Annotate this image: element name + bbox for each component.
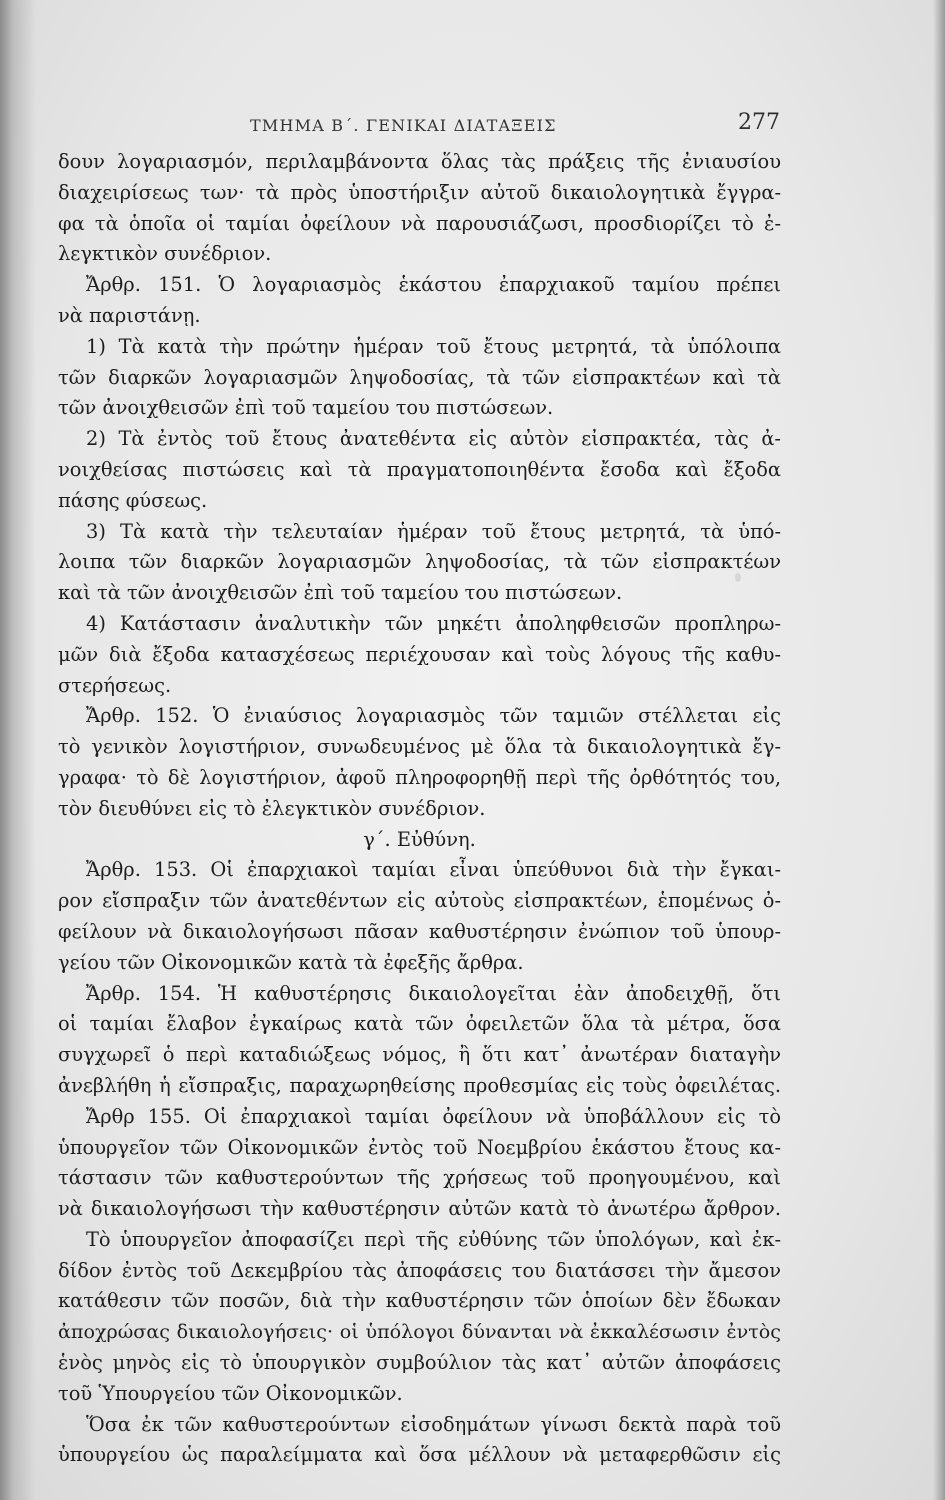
- text-line: τάστασιν τῶν καθυστερούντων τῆς χρήσεως τοῦ προηγουμένου, καὶ: [58, 1166, 781, 1190]
- text-line: ἑνὸς μηνὸς εἰς τὸ ὑπουργικὸν συμβούλιον τὰς κατ᾽ αὐτῶν ἀποφάσεις: [58, 1351, 781, 1375]
- text-line: καὶ τὰ τῶν ἀνοιχθεισῶν ἐπὶ τοῦ ταμείου του πιστώσεων.: [58, 581, 623, 605]
- text-line: στερήσεως.: [58, 673, 172, 697]
- section-title: ΤΜΗΜΑ Β΄. ΓΕΝΙΚΑΙ ΔΙΑΤΑΞΕΙΣ: [250, 116, 557, 135]
- text-line: φα τὰ ὁποῖα οἱ ταμίαι ὀφείλουν νὰ παρουσιάζωσι, προσδιορίζει τὸ ἐ-: [58, 211, 781, 235]
- text-line: τῶν διαρκῶν λογαριασμῶν ληψοδοσίας, τὰ τῶν εἰσπρακτέων καὶ τὰ: [58, 365, 781, 389]
- page-number: 277: [738, 110, 780, 135]
- text-line: συγχωρεῖ ὁ περὶ καταδιώξεως νόμος, ἢ ὅτι κατ᾽ ἀνωτέραν διαταγὴν: [58, 1043, 781, 1067]
- body-text: [58, 147, 781, 1471]
- text-line: ρον εἴσπραξιν τῶν ἀνατεθέντων εἰς αὐτοὺς εἰσπρακτέων, ἑπομένως ὀ-: [58, 889, 781, 913]
- text-line: 3) Τὰ κατὰ τὴν τελευταίαν ἡμέραν τοῦ ἔτους μετρητά, τὰ ὑπό-: [86, 519, 781, 543]
- text-line: Τὸ ὑπουργεῖον ἀποφασίζει περὶ τῆς εὐθύνης τῶν ὑπολόγων, καὶ ἐκ-: [86, 1227, 781, 1251]
- text-line: Ἄρθρ. 152. Ὁ ἐνιαύσιος λογαριασμὸς τῶν ταμιῶν στέλλεται εἰς: [86, 704, 781, 728]
- text-line: 4) Κατάστασιν ἀναλυτικὴν τῶν μηκέτι ἀποληφθεισῶν προπληρω-: [86, 611, 781, 635]
- text-line: δουν λογαριασμόν, περιλαμβάνοντα ὅλας τὰς πράξεις τῆς ἐνιαυσίου: [58, 150, 781, 173]
- text-line: νοιχθείσας πιστώσεις καὶ τὰ πραγματοποιηθέντα ἔσοδα καὶ ἔξοδα: [58, 457, 781, 481]
- text-line: τὸν διευθύνει εἰς τὸ ἐλεγκτικὸν συνέδριον.: [58, 796, 486, 820]
- text-line: Ἄρθρ 155. Οἱ ἐπαρχιακοὶ ταμίαι ὀφείλουν νὰ ὑποβάλλουν εἰς τὸ: [86, 1104, 781, 1128]
- text-line: τῶν ἀνοιχθεισῶν ἐπὶ τοῦ ταμείου του πιστώσεων.: [58, 396, 554, 420]
- text-line: ὑπουργεῖον τῶν Οἰκονομικῶν ἐντὸς τοῦ Νοεμβρίου ἑκάστου ἔτους κα-: [58, 1135, 781, 1159]
- section-heading: γ΄. Εὐθύνη.: [363, 827, 476, 851]
- text-line: λεγκτικὸν συνέδριον.: [58, 242, 272, 266]
- text-line: Ὅσα ἐκ τῶν καθυστερούντων εἰσοδημάτων γίνωσι δεκτὰ παρὰ τοῦ: [86, 1412, 781, 1436]
- text-line: λοιπα τῶν διαρκῶν λογαριασμῶν ληψοδοσίας, τὰ τῶν εἰσπρακτέων: [58, 550, 781, 574]
- text-line: νὰ δικαιολογήσωσι τὴν καθυστέρησιν αὐτῶν κατὰ τὸ ἀνωτέρω ἄρθρον.: [58, 1197, 781, 1221]
- text-line: Ἄρθρ. 154. Ἡ καθυστέρησις δικαιολογεῖται ἐὰν ἀποδειχθῇ, ὅτι: [86, 981, 781, 1005]
- text-line: φείλουν νὰ δικαιολογήσωσι πᾶσαν καθυστέρησιν ἐνώπιον τοῦ ὑπουρ-: [58, 919, 781, 943]
- text-line: τοῦ Ὑπουργείου τῶν Οἰκονομικῶν.: [58, 1381, 403, 1405]
- page-shadow-left: [0, 0, 36, 1500]
- text-line: μῶν διὰ ἔξοδα κατασχέσεως περιέχουσαν καὶ τοὺς λόγους τῆς καθυ-: [58, 642, 781, 666]
- text-line: τὸ γενικὸν λογιστήριον, συνωδευμένος μὲ ὅλα τὰ δικαιολογητικὰ ἔγ-: [58, 735, 781, 759]
- text-line: Ἄρθρ. 153. Οἱ ἐπαρχιακοὶ ταμίαι εἶναι ὑπεύθυνοι διὰ τὴν ἔγκαι-: [86, 858, 781, 882]
- text-line: 2) Τὰ ἐντὸς τοῦ ἔτους ἀνατεθέντα εἰς αὐτὸν εἰσπρακτέα, τὰς ἀ-: [86, 427, 781, 451]
- text-line: 1) Τὰ κατὰ τὴν πρώτην ἡμέραν τοῦ ἔτους μετρητά, τὰ ὑπόλοιπα: [86, 334, 781, 358]
- text-line: νὰ παριστάνῃ.: [58, 303, 201, 327]
- text-line: πάσης φύσεως.: [58, 488, 208, 512]
- text-line: οἱ ταμίαι ἔλαβον ἐγκαίρως κατὰ τῶν ὀφειλετῶν ὅλα τὰ μέτρα, ὅσα: [58, 1012, 781, 1036]
- text-line: κατάθεσιν τῶν ποσῶν, διὰ τὴν καθυστέρησιν τῶν ὁποίων δὲν ἔδωκαν: [58, 1289, 781, 1313]
- text-line: ἀποχρώσας δικαιολογήσεις· οἱ ὑπόλογοι δύνανται νὰ ἐκκαλέσωσιν ἐντὸς: [58, 1320, 781, 1344]
- running-head: [60, 110, 780, 140]
- text-line: διαχειρίσεως των· τὰ πρὸς ὑποστήριξιν αὐτοῦ δικαιολογητικὰ ἔγγρα-: [58, 180, 781, 204]
- page-shadow-right: [933, 0, 945, 1500]
- text-line: δίδον ἐντὸς τοῦ Δεκεμβρίου τὰς ἀποφάσεις του διατάσσει τὴν ἄμεσον: [58, 1258, 781, 1282]
- text-line: ὑπουργείου ὡς παραλείμματα καὶ ὅσα μέλλουν νὰ μεταφερθῶσιν εἰς: [58, 1443, 781, 1467]
- text-line: γείου τῶν Οἰκονομικῶν κατὰ τὰ ἐφεξῆς ἄρθρα.: [58, 950, 524, 974]
- text-line: Ἄρθρ. 151. Ὁ λογαριασμὸς ἑκάστου ἐπαρχιακοῦ ταμίου πρέπει: [86, 273, 781, 297]
- text-line: γραφα· τὸ δὲ λογιστήριον, ἀφοῦ πληροφορηθῇ περὶ τῆς ὀρθότητός του,: [58, 765, 781, 789]
- text-line: ἀνεβλήθη ἡ εἴσπραξις, παραχωρηθείσης προθεσμίας εἰς τοὺς ὀφειλέτας.: [58, 1073, 781, 1097]
